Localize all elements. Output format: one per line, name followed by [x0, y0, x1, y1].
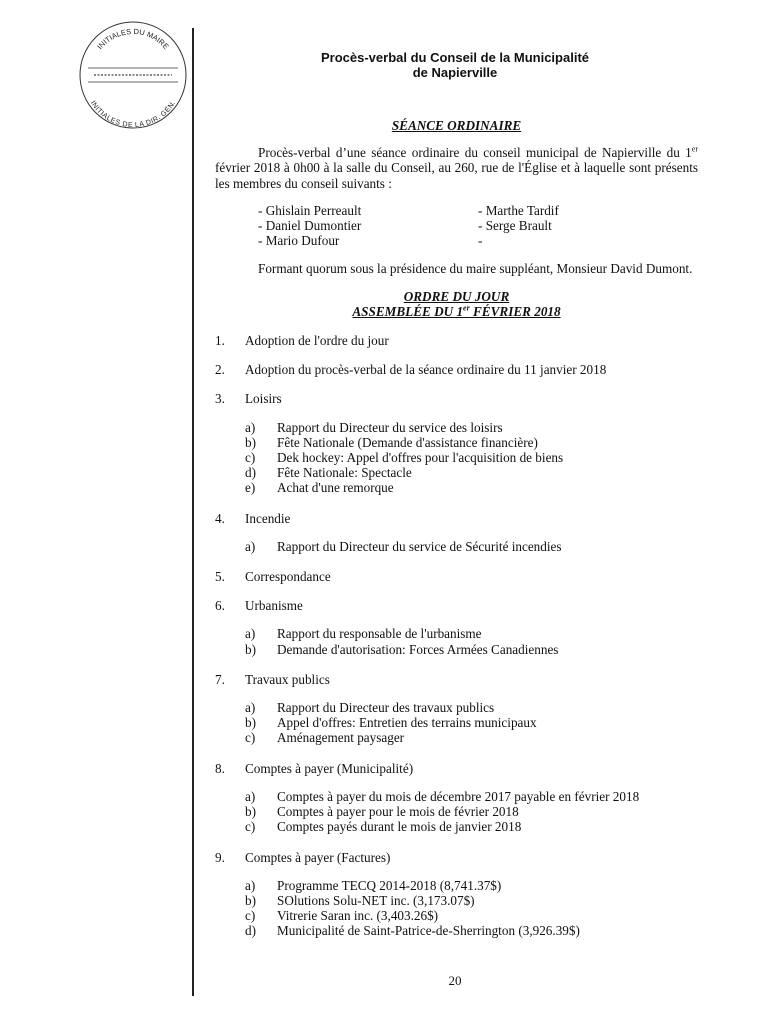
- agenda-subitem-letter: a): [245, 788, 256, 804]
- agenda-item-label: Comptes à payer (Municipalité): [245, 760, 414, 776]
- agenda-subitem: [245, 450, 698, 465]
- agenda-item: [215, 511, 698, 526]
- agenda-subitem-label: Rapport du Directeur du service de Sécurité incendies: [277, 538, 562, 554]
- agenda-subitem: [245, 435, 698, 450]
- agenda-subitem: [245, 878, 698, 893]
- agenda-subitem: [245, 804, 698, 819]
- agenda-subitem-label: Comptes à payer du mois de décembre 2017 payable en février 2018: [277, 788, 640, 804]
- agenda-subitem-label: Fête Nationale: Spectacle: [277, 465, 412, 481]
- agenda-subitem-label: Rapport du responsable de l'urbanisme: [277, 626, 482, 642]
- agenda-item-label: Comptes à payer (Factures): [245, 849, 391, 865]
- agenda-subitems: [245, 700, 698, 746]
- agenda-subitem: [245, 715, 698, 730]
- agenda-item: [215, 761, 698, 776]
- agenda-subitems: [245, 420, 698, 496]
- agenda-item: [215, 391, 698, 406]
- agenda-subitems: [245, 789, 698, 835]
- agenda-item-number: 1.: [215, 333, 225, 349]
- agenda-subitem-letter: a): [245, 877, 256, 893]
- agenda-item-label: Incendie: [245, 510, 291, 526]
- agenda-subitem: [245, 789, 698, 804]
- agenda-subitem-label: Comptes payés durant le mois de janvier 2018: [277, 819, 522, 835]
- agenda-list: [215, 333, 698, 938]
- agenda-subitem-label: Rapport du Directeur du service des loisirs: [277, 419, 503, 435]
- seal-bottom-text: INITIALES DE LA DIR. GÉN.: [88, 99, 178, 130]
- agenda-item-number: 7.: [215, 671, 225, 687]
- agenda-subitem-label: Rapport du Directeur des travaux publics: [277, 700, 495, 716]
- members-left-column: [258, 203, 478, 249]
- agenda-subitem-label: Fête Nationale (Demande d'assistance financière): [277, 434, 538, 450]
- agenda-subitem: [245, 465, 698, 480]
- agenda-item-label: Correspondance: [245, 569, 331, 585]
- agenda-subitem-letter: b): [245, 804, 256, 820]
- agenda-subitem-letter: a): [245, 419, 256, 435]
- agenda-item-number: 3.: [215, 391, 225, 407]
- page-header: [230, 50, 680, 80]
- agenda-subitem-letter: e): [245, 480, 256, 496]
- agenda-subtitle: ASSEMBLÉE DU 1er FÉVRIER 2018: [352, 303, 561, 319]
- agenda-subitem-label: Programme TECQ 2014-2018 (8,741.37$): [277, 877, 502, 893]
- agenda-subitem-label: Demande d'autorisation: Forces Armées Canadiennes: [277, 641, 559, 657]
- agenda-item-number: 9.: [215, 849, 225, 865]
- agenda-subitems: [245, 626, 698, 656]
- svg-text:INITIALES DU MAIRE: [95, 27, 170, 51]
- document-body: [215, 118, 698, 954]
- member-name: - Mario Dufour: [258, 233, 340, 249]
- agenda-subitem: [245, 700, 698, 715]
- agenda-item-label: Adoption du procès-verbal de la séance ordinaire du 11 janvier 2018: [245, 362, 607, 378]
- agenda-item: [215, 672, 698, 687]
- agenda-item-label: Adoption de l'ordre du jour: [245, 333, 389, 349]
- agenda-item: [215, 333, 698, 348]
- agenda-subitem-letter: b): [245, 641, 256, 657]
- agenda-subitem-letter: c): [245, 730, 256, 746]
- agenda-subitem-letter: a): [245, 700, 256, 716]
- members-list: [258, 203, 698, 249]
- agenda-item-number: 8.: [215, 760, 225, 776]
- agenda-subitem-label: Dek hockey: Appel d'offres pour l'acquisition de biens: [277, 450, 564, 466]
- agenda-item-number: 2.: [215, 362, 225, 378]
- agenda-subitem-label: Municipalité de Saint-Patrice-de-Sherrington (3,926.39$): [277, 923, 580, 939]
- agenda-subitem-letter: d): [245, 923, 256, 939]
- agenda-subitem-letter: b): [245, 434, 256, 450]
- seal-top-text: INITIALES DU MAIRE: [95, 26, 171, 52]
- members-right-column: [478, 203, 698, 249]
- agenda-subitem: [245, 626, 698, 641]
- member-name: -: [478, 233, 483, 249]
- agenda-subitem-letter: c): [245, 450, 256, 466]
- page-number: 20: [448, 973, 462, 988]
- agenda-subitem-label: Comptes à payer pour le mois de février 2018: [277, 804, 519, 820]
- member-name: - Serge Brault: [478, 218, 552, 234]
- agenda-subitem-letter: c): [245, 819, 256, 835]
- agenda-item-number: 4.: [215, 510, 225, 526]
- agenda-item-label: Urbanisme: [245, 598, 303, 614]
- agenda-subitem: [245, 819, 698, 834]
- agenda-subitem: [245, 642, 698, 657]
- agenda-subitem: [245, 908, 698, 923]
- agenda-item-number: 6.: [215, 598, 225, 614]
- agenda-subitem-letter: b): [245, 715, 256, 731]
- agenda-subitem-letter: a): [245, 538, 256, 554]
- agenda-subitems: [245, 878, 698, 939]
- margin-rule: [192, 28, 194, 996]
- agenda-subitem-label: Vitrerie Saran inc. (3,403.26$): [277, 908, 439, 924]
- member-name: - Daniel Dumontier: [258, 218, 362, 234]
- member-name: - Marthe Tardif: [478, 202, 559, 218]
- agenda-item: [215, 850, 698, 865]
- svg-text:INITIALES DE LA DIR. GÉN.: [89, 100, 177, 129]
- agenda-subitem: [245, 730, 698, 745]
- agenda-subitem-letter: a): [245, 626, 256, 642]
- agenda-subitems: [245, 539, 698, 554]
- header-line-2: de Napierville: [412, 65, 498, 80]
- agenda-subitem: [245, 539, 698, 554]
- initials-seal: [78, 20, 188, 130]
- agenda-subitem-letter: b): [245, 892, 256, 908]
- agenda-subitem: [245, 923, 698, 938]
- agenda-subitem: [245, 420, 698, 435]
- agenda-subitem: [245, 480, 698, 495]
- agenda-item-label: Loisirs: [245, 391, 282, 407]
- quorum-paragraph: Formant quorum sous la présidence du maire suppléant, Monsieur David Dumont.: [258, 261, 693, 277]
- member-name: - Ghislain Perreault: [258, 202, 362, 218]
- header-line-1: Procès-verbal du Conseil de la Municipalité: [320, 50, 590, 65]
- agenda-item: [215, 569, 698, 584]
- agenda-subitem-label: SOlutions Solu-NET inc. (3,173.07$): [277, 892, 475, 908]
- agenda-subitem-label: Aménagement paysager: [277, 730, 405, 746]
- intro-paragraph: Procès-verbal d’une séance ordinaire du conseil municipal de Napierville du 1er février 2018 à 0h00 à la salle du Conseil, au 260, rue de l'Église et à laquelle sont présents les membres du conseil suivants :: [215, 144, 698, 191]
- agenda-subitem-label: Achat d'une remorque: [277, 480, 394, 496]
- agenda-subitem: [245, 893, 698, 908]
- agenda-subitem-label: Appel d'offres: Entretien des terrains municipaux: [277, 715, 537, 731]
- agenda-item: [215, 362, 698, 377]
- agenda-subitem-letter: d): [245, 465, 256, 481]
- section-title: SÉANCE ORDINAIRE: [391, 118, 522, 133]
- agenda-item-number: 5.: [215, 569, 225, 585]
- agenda-subitem-letter: c): [245, 908, 256, 924]
- agenda-title: ORDRE DU JOUR: [403, 288, 510, 304]
- agenda-item-label: Travaux publics: [245, 671, 330, 687]
- agenda-item: [215, 598, 698, 613]
